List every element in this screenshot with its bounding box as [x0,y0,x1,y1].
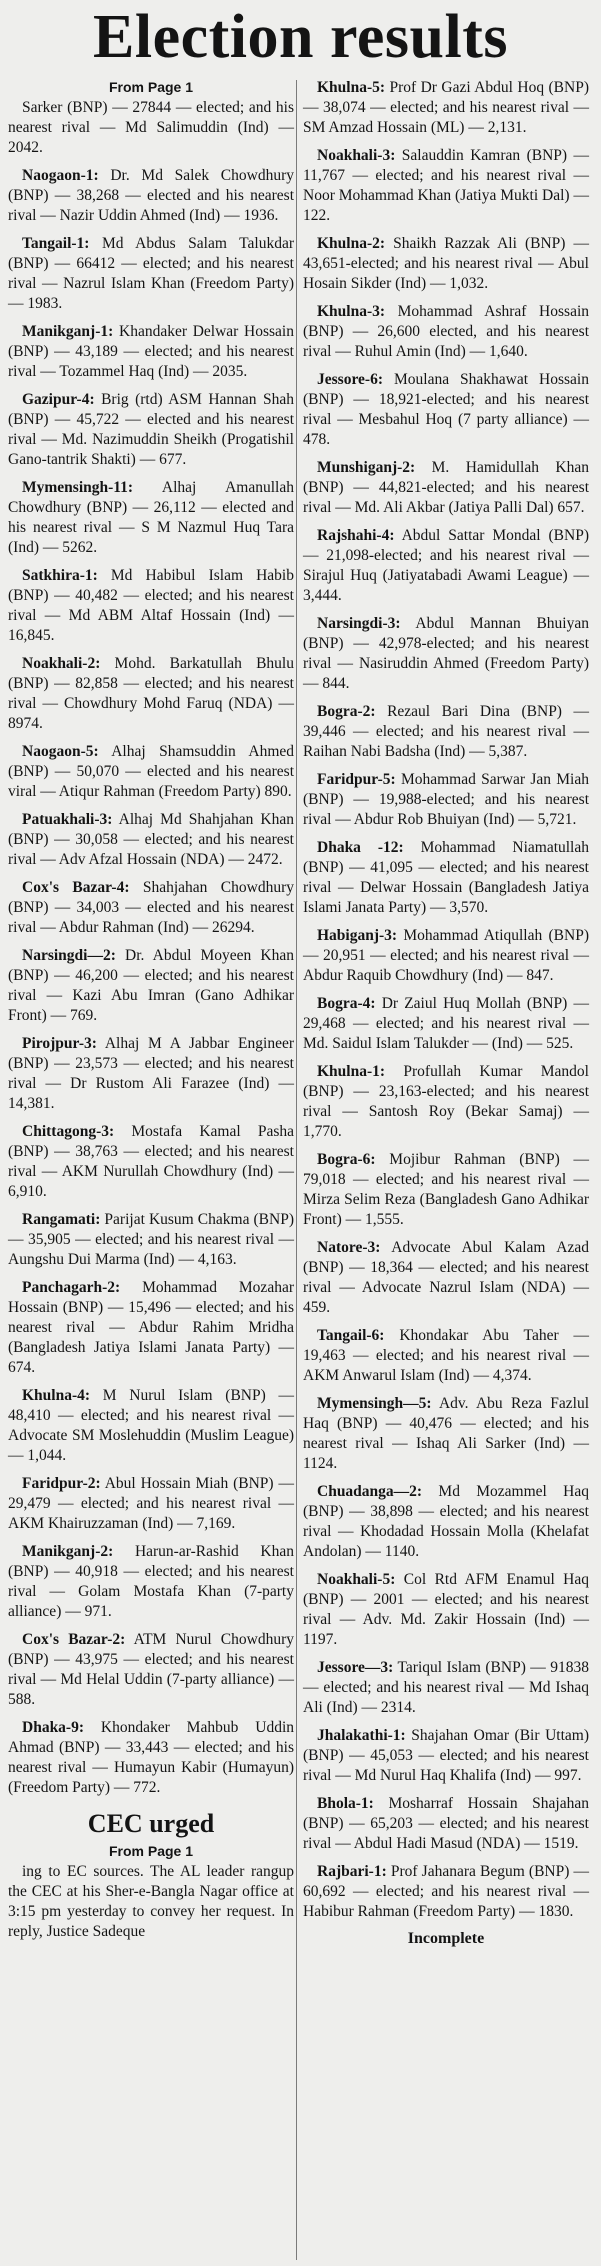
constituency-name: Dhaka -12: [317,839,404,856]
result-entry [303,1326,589,1386]
result-entry [303,1062,589,1142]
result-entry [8,810,294,870]
constituency-name: Khulna-2: [317,235,386,252]
cec-body-text: ing to EC sources. The AL leader rangup the CEC at his Sher-e-Bangla Nagar office at 3:15 pm yesterday to convey her request. In reply, Justice Sadeque [8,1863,294,1940]
result-text: Alhaj Md Shahjahan Khan (BNP) — 30,058 — elected; and his nearest rival — Adv Afzal Hossain (NDA) — 2472. [8,811,294,868]
result-entry [303,1394,589,1474]
right-results-list [303,78,589,1922]
result-entry [303,1726,589,1786]
result-text: Shaikh Razzak Ali (BNP) — 43,651-elected; and his nearest rival — Abul Hosain Sikder (Ind) — 1,032. [303,235,589,292]
constituency-name: Faridpur-2: [22,1475,101,1492]
constituency-name: Patuakhali-3: [22,811,113,828]
result-entry [8,878,294,938]
cec-continued-label: From Page 1 [108,1843,194,1859]
constituency-name: Noakhali-5: [317,1571,396,1588]
result-entry [303,526,589,606]
constituency-name: Habiganj-3: [317,927,398,944]
result-text: Shajahan Omar (Bir Uttam) (BNP) — 45,053 — elected; and his nearest rival — Md Nurul Haq Khalifa (Ind) — 997. [303,1727,589,1784]
result-text: Dr Zaiul Huq Mollah (BNP) — 29,468 — elected; and his nearest rival — Md. Saidul Islam Talukder — (Ind) — 525. [303,995,589,1052]
result-entry [8,1278,294,1378]
result-text: Mohammad Atiqullah (BNP) — 20,951 — elected; and his nearest rival — Abdur Raquib Chowdhury (Ind) — 847. [303,927,589,984]
result-text: Dr. Abdul Moyeen Khan (BNP) — 46,200 — elected; and his nearest rival — Kazi Abu Imran (Gano Adhikar Front) — 769. [8,947,294,1024]
headline: Election results [93,3,508,71]
result-entry [8,1630,294,1710]
constituency-name: Bhola-1: [317,1795,374,1812]
constituency-name: Khulna-4: [22,1387,91,1404]
footer-note: Incomplete [407,1930,485,1947]
constituency-name: Jhalakathi-1: [317,1727,406,1744]
result-text: M Nurul Islam (BNP) — 48,410 — elected; and his nearest rival — Advocate SM Moslehuddin (Muslim League) — 1,044. [8,1387,294,1464]
result-entry [303,1862,589,1922]
result-text: Md Mozammel Haq (BNP) — 38,898 — elected; and his nearest rival — Khodadad Hossain Molla (Khelafat Andolan) — 1140. [303,1483,589,1560]
constituency-name: Narsingdi—2: [22,947,116,964]
constituency-name: Narsingdi-3: [317,615,401,632]
constituency-name: Tangail-1: [22,235,90,252]
result-entry [8,566,294,646]
constituency-name: Tangail-6: [317,1327,385,1344]
result-entry [303,78,589,138]
constituency-name: Bogra-4: [317,995,376,1012]
result-entry [8,166,294,226]
result-text: Moulana Shakhawat Hossain (BNP) — 18,921-elected; and his nearest rival — Mesbahul Hoq (7 party alliance) — 478. [303,371,589,448]
left-results-list [8,98,294,1798]
constituency-name: Munshiganj-2: [317,459,416,476]
right-column [303,78,589,1948]
result-text: Tariqul Islam (BNP) — 91838 — elected; and his nearest rival — Md Ishaq Ali (Ind) — 2314. [303,1659,589,1716]
constituency-name: Khulna-3: [317,303,386,320]
result-text: Rezaul Bari Dina (BNP) — 39,446 — elected; and his nearest rival — Raihan Nabi Badsha (Ind) — 5,387. [303,703,589,760]
constituency-name: Noakhali-3: [317,147,396,164]
result-entry [8,1474,294,1534]
constituency-name: Manikganj-2: [22,1543,114,1560]
result-entry [303,1482,589,1562]
result-text: Profullah Kumar Mandol (BNP) — 23,163-elected; and his nearest rival — Santosh Roy (Bekar Samaj) — 1,770. [303,1063,589,1140]
result-text: Dr. Md Salek Chowdhury (BNP) — 38,268 — elected and his nearest rival — Nazir Uddin Ahmed (Ind) — 1936. [8,167,294,224]
result-text: Abdul Mannan Bhuiyan (BNP) — 42,978-elected; and his nearest rival — Nasiruddin Ahmed (Freedom Party) — 844. [303,615,589,692]
result-text: Alhaj Shamsuddin Ahmed (BNP) — 50,070 — elected and his nearest viral — Atiqur Rahman (Freedom Party) 890. [8,743,294,800]
left-column [8,78,294,1942]
constituency-name: Satkhira-1: [22,567,98,584]
result-text: Mohammad Sarwar Jan Miah (BNP) — 19,988-elected; and his nearest rival — Abdur Rob Bhuiyan (Ind) — 5,721. [303,771,589,828]
constituency-name: Naogaon-1: [22,167,99,184]
constituency-name: Dhaka-9: [22,1719,85,1736]
result-text: Harun-ar-Rashid Khan (BNP) — 40,918 — elected; and his nearest rival — Golam Mostafa Khan (7-party alliance) — 971. [8,1543,294,1620]
result-entry [303,1570,589,1650]
result-entry [303,146,589,226]
constituency-name: Jessore-6: [317,371,383,388]
result-entry [8,1122,294,1202]
result-entry [303,234,589,294]
result-entry [8,654,294,734]
result-text: Sarker (BNP) — 27844 — elected; and his nearest rival — Md Salimuddin (Ind) — 2042. [8,99,294,156]
result-entry [303,702,589,762]
constituency-name: Rajshahi-4: [317,527,395,544]
result-text: Mosharraf Hossain Shajahan (BNP) — 65,203 — elected; and his nearest rival — Abdul Hadi Masud (NDA) — 1519. [303,1795,589,1852]
result-entry [303,1150,589,1230]
result-text: Adv. Abu Reza Fazlul Haq (BNP) — 40,476 — elected; and his nearest rival — Ishaq Ali Sarker (Ind) — 1124. [303,1395,589,1472]
constituency-name: Pirojpur-3: [22,1035,97,1052]
constituency-name: Cox's Bazar-2: [22,1631,126,1648]
result-entry [303,302,589,362]
result-text: Mojibur Rahman (BNP) — 79,018 — elected; and his nearest rival — Mirza Selim Reza (Bangladesh Gano Adhikar Front) — 1,555. [303,1151,589,1228]
constituency-name: Manikganj-1: [22,323,114,340]
result-text: Mohammad Ashraf Hossain (BNP) — 26,600 elected, and his nearest rival — Ruhul Amin (Ind) — 1,640. [303,303,589,360]
result-entry [303,370,589,450]
result-entry [303,1658,589,1718]
result-text: Khandaker Delwar Hossain (BNP) — 43,189 — elected; and his nearest rival — Tozammel Haq (Ind) — 2035. [8,323,294,380]
result-text: Khondaker Mahbub Uddin Ahmad (BNP) — 33,443 — elected; and his nearest rival — Humayun Kabir (Humayun) (Freedom Party) — 772. [8,1719,294,1796]
result-entry [8,322,294,382]
constituency-name: Khulna-1: [317,1063,386,1080]
result-text: Mohammad Mozahar Hossain (BNP) — 15,496 — elected; and his nearest rival — Abdur Rahim Mridha (Bangladesh Jatiya Islami Janata Party) — 674. [8,1279,294,1376]
constituency-name: Faridpur-5: [317,771,396,788]
result-entry [8,1210,294,1270]
result-text: Col Rtd AFM Enamul Haq (BNP) — 2001 — elected; and his nearest rival — Adv. Md. Zakir Hossain (Ind) — 1197. [303,1571,589,1648]
result-entry [8,98,294,158]
result-entry [8,390,294,470]
result-text: Md Habibul Islam Habib (BNP) — 40,482 — elected; and his nearest rival — Md ABM Altaf Hossain (Ind) — 16,845. [8,567,294,644]
result-text: Mohd. Barkatullah Bhulu (BNP) — 82,858 — elected; and his nearest rival — Chowdhury Mohd Faruq (NDA) — 8974. [8,655,294,732]
constituency-name: Mymensingh—5: [317,1395,432,1412]
result-entry [303,1238,589,1318]
result-text: Prof Jahanara Begum (BNP) — 60,692 — elected; and his nearest rival — Habibur Rahman (Freedom Party) — 1830. [303,1863,589,1920]
result-text: Abul Hossain Miah (BNP) — 29,479 — elected; and his nearest rival — AKM Khairuzzaman (Ind) — 7,169. [8,1475,294,1532]
result-entry [303,926,589,986]
result-text: Alhaj M A Jabbar Engineer (BNP) — 23,573 — elected; and his nearest rival — Dr Rustom Ali Farazee (Ind) — 14,381. [8,1035,294,1112]
result-entry [8,234,294,314]
result-entry [303,614,589,694]
result-entry [8,1386,294,1466]
result-entry [8,946,294,1026]
result-text: Parijat Kusum Chakma (BNP) — 35,905 — elected; and his nearest rival — Aungshu Dui Marma (Ind) — 4,163. [8,1211,294,1268]
result-text: Mostafa Kamal Pasha (BNP) — 38,763 — elected; and his nearest rival — AKM Nurullah Chowdhury (Ind) — 6,910. [8,1123,294,1200]
constituency-name: Naogaon-5: [22,743,99,760]
constituency-name: Jessore—3: [317,1659,394,1676]
constituency-name: Bogra-2: [317,703,376,720]
result-text: Alhaj Amanullah Chowdhury (BNP) — 26,112 — elected and his nearest rival — S M Nazmul Huq Tara (Ind) — 5262. [8,479,294,556]
cec-headline: CEC urged [87,1809,215,1838]
result-text: ATM Nurul Chowdhury (BNP) — 43,975 — elected; and his nearest rival — Md Helal Uddin (7-party alliance) — 588. [8,1631,294,1708]
constituency-name: Rajbari-1: [317,1863,387,1880]
result-entry [303,770,589,830]
result-entry [8,1542,294,1622]
constituency-name: Bogra-6: [317,1151,376,1168]
constituency-name: Cox's Bazar-4: [22,879,130,896]
constituency-name: Chuadanga—2: [317,1483,423,1500]
result-entry [303,1794,589,1854]
result-entry [303,838,589,918]
constituency-name: Khulna-5: [317,79,386,96]
result-text: Shahjahan Chowdhury (BNP) — 34,003 — elected and his nearest rival — Abdur Rahman (Ind) — 26294. [8,879,294,936]
result-text: Brig (rtd) ASM Hannan Shah (BNP) — 45,722 — elected and his nearest rival — Md. Nazimuddin Sheikh (Progatishil Gano-tantrik Shakti) — 677. [8,391,294,468]
constituency-name: Rangamati: [22,1211,101,1228]
result-text: M. Hamidullah Khan (BNP) — 44,821-elected; and his nearest rival — Md. Ali Akbar (Jatiya Palli Dal) 657. [303,459,589,516]
result-text: Mohammad Niamatullah (BNP) — 41,095 — elected; and his nearest rival — Delwar Hossain (Bangladesh Jatiya Islami Janata Party) — 3,570. [303,839,589,916]
constituency-name: Mymensingh-11: [22,479,134,496]
result-entry [8,1718,294,1798]
result-text: Md Abdus Salam Talukdar (BNP) — 66412 — elected; and his nearest rival — Nazrul Islam Khan (Freedom Party) — 1983. [8,235,294,312]
result-entry [8,1034,294,1114]
result-entry [8,742,294,802]
constituency-name: Chittagong-3: [22,1123,115,1140]
constituency-name: Natore-3: [317,1239,381,1256]
result-text: Khondakar Abu Taher — 19,463 — elected; and his nearest rival — AKM Anwarul Islam (Ind) — 4,374. [303,1327,589,1384]
constituency-name: Panchagarh-2: [22,1279,121,1296]
result-text: Abdul Sattar Mondal (BNP) — 21,098-elected; and his nearest rival — Sirajul Huq (Jatiyatabadi Awami League) — 3,444. [303,527,589,604]
constituency-name: Gazipur-4: [22,391,95,408]
column-divider [296,80,297,2260]
continued-label: From Page 1 [108,79,194,95]
result-entry [303,458,589,518]
result-text: Advocate Abul Kalam Azad (BNP) — 18,364 — elected; and his nearest rival — Advocate Nazrul Islam (NDA) — 459. [303,1239,589,1316]
constituency-name: Noakhali-2: [22,655,101,672]
result-entry [303,994,589,1054]
result-text: Salauddin Kamran (BNP) — 11,767 — elected; and his nearest rival — Noor Mohammad Khan (Jatiya Mukti Dal) — 122. [303,147,589,224]
result-entry [8,478,294,558]
result-text: Prof Dr Gazi Abdul Hoq (BNP) — 38,074 — elected; and his nearest rival — SM Amzad Hossain (ML) — 2,131. [303,79,589,136]
